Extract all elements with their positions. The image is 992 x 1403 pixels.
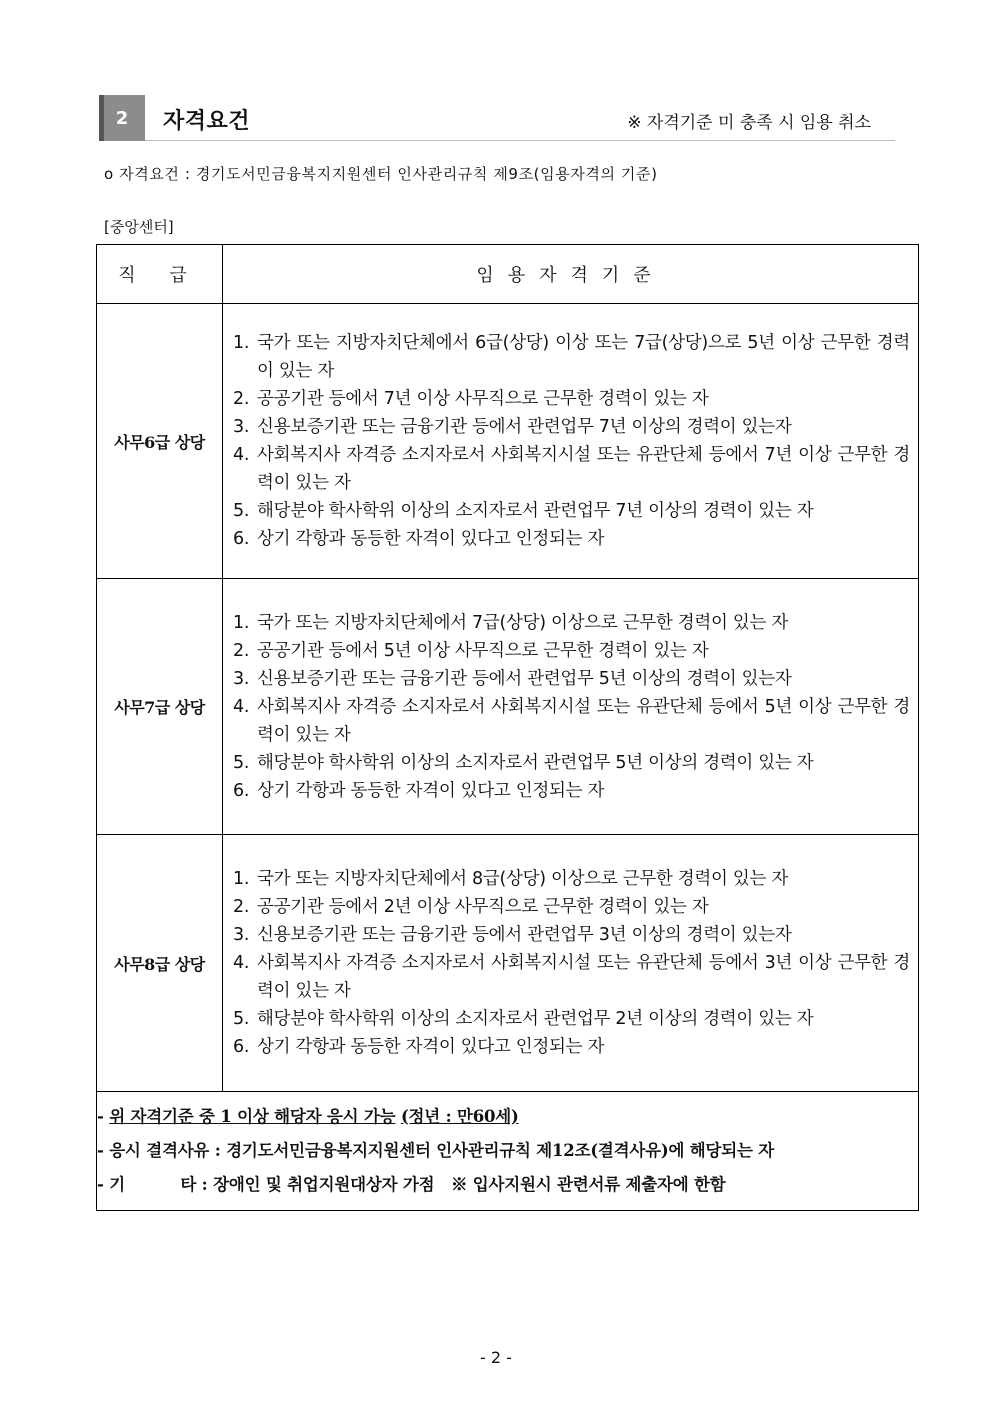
- list-item: [233, 441, 910, 497]
- item-text: 해당분야 학사학위 이상의 소지자로서 관련업무 5년 이상의 경력이 있는 자: [257, 752, 814, 773]
- table-header-row: [97, 245, 919, 304]
- list-item: [233, 1033, 910, 1061]
- item-number: 1.: [233, 612, 250, 633]
- list-item: [233, 921, 910, 949]
- section-accent-bar: [99, 95, 104, 141]
- eligibility-note: 위 자격기준 중 1 이상 해당자 응시 가능: [109, 1107, 396, 1126]
- item-number: 2.: [233, 897, 250, 917]
- list-item: [233, 385, 910, 413]
- item-number: 3.: [233, 925, 250, 945]
- item-text: 국가 또는 지방자치단체에서 8급(상당) 이상으로 근무한 경력이 있는 자: [257, 869, 788, 889]
- criteria-list: [223, 865, 918, 1061]
- grade-cell: 사무7급 상당: [97, 579, 223, 835]
- list-item: [233, 693, 910, 749]
- list-item: [233, 497, 910, 525]
- item-number: 6.: [233, 780, 250, 801]
- item-number: 5.: [233, 1009, 250, 1029]
- item-text: 신용보증기관 또는 금융기관 등에서 관련업무 5년 이상의 경력이 있는자: [257, 668, 792, 689]
- item-text: 국가 또는 지방자치단체에서 6급(상당) 이상 또는 7급(상당)으로 5년 이상 근무한 경력이 있는 자: [257, 333, 910, 381]
- list-item: [233, 893, 910, 921]
- item-text: 상기 각항과 동등한 자격이 있다고 인정되는 자: [257, 1037, 605, 1057]
- section-number: 2: [115, 107, 129, 129]
- criteria-list: [223, 329, 918, 553]
- item-number: 3.: [233, 417, 250, 437]
- list-item: [233, 637, 910, 665]
- header-grade: 직 급: [97, 245, 223, 304]
- item-text: 해당분야 학사학위 이상의 소지자로서 관련업무 2년 이상의 경력이 있는 자: [257, 1009, 814, 1029]
- section-title: 자격요건: [163, 109, 251, 134]
- item-text: 해당분야 학사학위 이상의 소지자로서 관련업무 7년 이상의 경력이 있는 자: [257, 501, 814, 521]
- criteria-cell: [223, 835, 919, 1092]
- qualification-table: [96, 244, 919, 1211]
- item-text: 공공기관 등에서 2년 이상 사무직으로 근무한 경력이 있는 자: [257, 897, 709, 917]
- criteria-cell: [223, 579, 919, 835]
- item-number: 6.: [233, 529, 250, 549]
- item-number: 4.: [233, 953, 250, 973]
- table-row: [97, 579, 919, 835]
- criteria-cell: [223, 304, 919, 579]
- item-number: 1.: [233, 869, 250, 889]
- grade-cell: 사무6급 상당: [97, 304, 223, 579]
- item-number: 4.: [233, 696, 250, 717]
- criteria-list: [223, 609, 918, 805]
- footer-disqualification-line: - 응시 결격사유 : 경기도서민금융복지지원센터 인사관리규칙 제12조(결격사유)에 해당되는 자: [97, 1141, 775, 1160]
- item-number: 6.: [233, 1037, 250, 1057]
- section-header: [99, 95, 895, 141]
- table-row: [97, 304, 919, 579]
- footer-eligibility-line: [97, 1100, 918, 1134]
- item-text: 신용보증기관 또는 금융기관 등에서 관련업무 7년 이상의 경력이 있는자: [257, 417, 792, 437]
- item-number: 1.: [233, 333, 250, 353]
- grade-cell: 사무8급 상당: [97, 835, 223, 1092]
- list-item: [233, 949, 910, 1005]
- retirement-age-note: (정년 : 만60세): [400, 1107, 519, 1126]
- item-number: 4.: [233, 445, 250, 465]
- item-text: 상기 각항과 동등한 자격이 있다고 인정되는 자: [257, 780, 605, 801]
- footer-cell: [97, 1092, 919, 1211]
- list-item: [233, 665, 910, 693]
- footer-prefix: -: [97, 1107, 110, 1126]
- requirement-line: o 자격요건 : 경기도서민금융복지지원센터 인사관리규칙 제9조(임용자격의 기준): [104, 165, 658, 183]
- item-text: 국가 또는 지방자치단체에서 7급(상당) 이상으로 근무한 경력이 있는 자: [257, 612, 788, 633]
- table-row: [97, 835, 919, 1092]
- item-text: 공공기관 등에서 7년 이상 사무직으로 근무한 경력이 있는 자: [257, 389, 709, 409]
- list-item: [233, 413, 910, 441]
- item-number: 5.: [233, 501, 250, 521]
- list-item: [233, 525, 910, 553]
- center-label: [중앙센터]: [104, 218, 174, 236]
- footer-other-line: - 기 타 : 장애인 및 취업지원대상자 가점 ※ 입사지원시 관련서류 제출자에 한함: [97, 1175, 726, 1194]
- list-item: [233, 609, 910, 637]
- item-text: 공공기관 등에서 5년 이상 사무직으로 근무한 경력이 있는 자: [257, 640, 709, 661]
- item-text: 신용보증기관 또는 금융기관 등에서 관련업무 3년 이상의 경력이 있는자: [257, 925, 792, 945]
- item-text: 사회복지사 자격증 소지자로서 사회복지시설 또는 유관단체 등에서 3년 이상 근무한 경력이 있는 자: [257, 953, 910, 1001]
- section-number-badge: [99, 95, 145, 141]
- list-item: [233, 329, 910, 385]
- list-item: [233, 749, 910, 777]
- table-footer-row: [97, 1092, 919, 1211]
- item-text: 사회복지사 자격증 소지자로서 사회복지시설 또는 유관단체 등에서 5년 이상 근무한 경력이 있는 자: [257, 696, 910, 745]
- list-item: [233, 777, 910, 805]
- header-criteria: 임용자격기준: [223, 245, 919, 304]
- list-item: [233, 1005, 910, 1033]
- item-number: 2.: [233, 389, 250, 409]
- item-text: 사회복지사 자격증 소지자로서 사회복지시설 또는 유관단체 등에서 7년 이상 근무한 경력이 있는 자: [257, 445, 910, 493]
- list-item: [233, 865, 910, 893]
- section-divider: [145, 140, 895, 141]
- item-number: 2.: [233, 640, 250, 661]
- item-text: 상기 각항과 동등한 자격이 있다고 인정되는 자: [257, 529, 605, 549]
- page-number: - 2 -: [480, 1348, 512, 1367]
- section-note: ※ 자격기준 미 충족 시 임용 취소: [627, 113, 871, 133]
- item-number: 5.: [233, 752, 250, 773]
- item-number: 3.: [233, 668, 250, 689]
